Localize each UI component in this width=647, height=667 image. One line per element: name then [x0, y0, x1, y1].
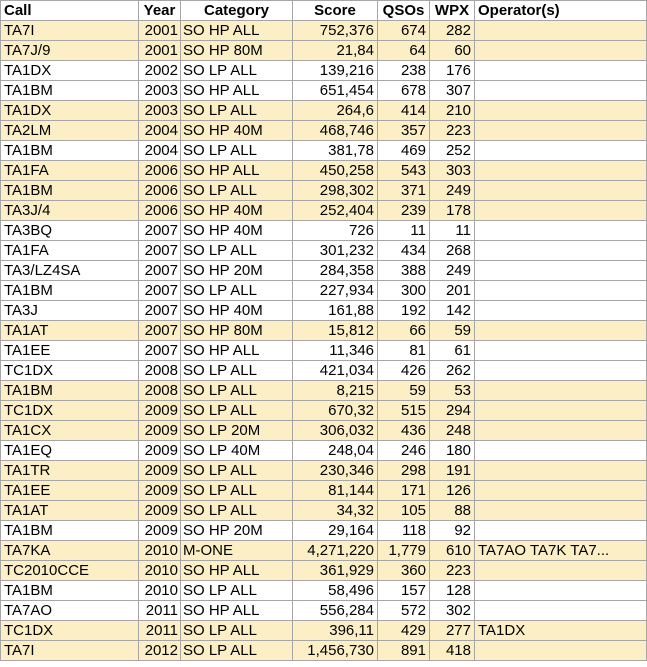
cell-qsos[interactable]: 81: [378, 341, 430, 361]
cell-operators[interactable]: [475, 441, 647, 461]
cell-year[interactable]: 2003: [139, 81, 181, 101]
cell-wpx[interactable]: 176: [430, 61, 475, 81]
cell-category[interactable]: SO HP 40M: [181, 201, 293, 221]
cell-category[interactable]: SO HP ALL: [181, 341, 293, 361]
cell-operators[interactable]: [475, 221, 647, 241]
cell-category[interactable]: SO LP ALL: [181, 581, 293, 601]
cell-category[interactable]: SO LP ALL: [181, 361, 293, 381]
cell-operators[interactable]: [475, 261, 647, 281]
cell-score[interactable]: 58,496: [293, 581, 378, 601]
cell-year[interactable]: 2004: [139, 141, 181, 161]
table-row[interactable]: [1, 201, 647, 221]
cell-score[interactable]: 34,32: [293, 501, 378, 521]
cell-year[interactable]: 2007: [139, 221, 181, 241]
cell-qsos[interactable]: 11: [378, 221, 430, 241]
cell-qsos[interactable]: 371: [378, 181, 430, 201]
cell-wpx[interactable]: 92: [430, 521, 475, 541]
cell-wpx[interactable]: 277: [430, 621, 475, 641]
table-row[interactable]: [1, 621, 647, 641]
cell-category[interactable]: SO HP 20M: [181, 521, 293, 541]
cell-qsos[interactable]: 360: [378, 561, 430, 581]
cell-call[interactable]: TA7KA: [1, 541, 139, 561]
cell-call[interactable]: TC1DX: [1, 361, 139, 381]
cell-score[interactable]: 301,232: [293, 241, 378, 261]
cell-category[interactable]: SO LP ALL: [181, 61, 293, 81]
cell-qsos[interactable]: 300: [378, 281, 430, 301]
cell-operators[interactable]: [475, 241, 647, 261]
cell-score[interactable]: 81,144: [293, 481, 378, 501]
cell-call[interactable]: TA1DX: [1, 101, 139, 121]
cell-call[interactable]: TA1BM: [1, 521, 139, 541]
table-row[interactable]: [1, 161, 647, 181]
cell-call[interactable]: TA3BQ: [1, 221, 139, 241]
cell-operators[interactable]: [475, 381, 647, 401]
cell-score[interactable]: 11,346: [293, 341, 378, 361]
cell-wpx[interactable]: 59: [430, 321, 475, 341]
cell-operators[interactable]: [475, 421, 647, 441]
cell-year[interactable]: 2008: [139, 361, 181, 381]
cell-call[interactable]: TA1AT: [1, 321, 139, 341]
cell-year[interactable]: 2002: [139, 61, 181, 81]
table-row[interactable]: [1, 481, 647, 501]
cell-wpx[interactable]: 302: [430, 601, 475, 621]
cell-category[interactable]: SO LP ALL: [181, 401, 293, 421]
cell-wpx[interactable]: 178: [430, 201, 475, 221]
cell-wpx[interactable]: 142: [430, 301, 475, 321]
cell-score[interactable]: 421,034: [293, 361, 378, 381]
column-header-qsos[interactable]: QSOs: [378, 1, 430, 21]
cell-score[interactable]: 248,04: [293, 441, 378, 461]
cell-call[interactable]: TA1FA: [1, 161, 139, 181]
cell-call[interactable]: TA7AO: [1, 601, 139, 621]
cell-qsos[interactable]: 414: [378, 101, 430, 121]
cell-wpx[interactable]: 128: [430, 581, 475, 601]
cell-qsos[interactable]: 388: [378, 261, 430, 281]
cell-operators[interactable]: [475, 481, 647, 501]
cell-year[interactable]: 2009: [139, 401, 181, 421]
cell-qsos[interactable]: 64: [378, 41, 430, 61]
cell-wpx[interactable]: 249: [430, 261, 475, 281]
cell-qsos[interactable]: 66: [378, 321, 430, 341]
cell-qsos[interactable]: 192: [378, 301, 430, 321]
cell-year[interactable]: 2008: [139, 381, 181, 401]
cell-score[interactable]: 381,78: [293, 141, 378, 161]
cell-wpx[interactable]: 53: [430, 381, 475, 401]
cell-qsos[interactable]: 674: [378, 21, 430, 41]
table-row[interactable]: [1, 181, 647, 201]
cell-score[interactable]: 670,32: [293, 401, 378, 421]
cell-operators[interactable]: [475, 61, 647, 81]
cell-operators[interactable]: [475, 521, 647, 541]
cell-score[interactable]: 726: [293, 221, 378, 241]
column-header-operators[interactable]: Operator(s): [475, 1, 647, 21]
column-header-score[interactable]: Score: [293, 1, 378, 21]
cell-wpx[interactable]: 60: [430, 41, 475, 61]
table-row[interactable]: [1, 281, 647, 301]
header-row: [1, 1, 647, 21]
cell-call[interactable]: TA1EE: [1, 341, 139, 361]
cell-category[interactable]: SO LP ALL: [181, 181, 293, 201]
table-row[interactable]: [1, 601, 647, 621]
cell-wpx[interactable]: 248: [430, 421, 475, 441]
cell-wpx[interactable]: 282: [430, 21, 475, 41]
cell-wpx[interactable]: 252: [430, 141, 475, 161]
cell-call[interactable]: TC1DX: [1, 621, 139, 641]
cell-wpx[interactable]: 610: [430, 541, 475, 561]
cell-year[interactable]: 2010: [139, 561, 181, 581]
cell-year[interactable]: 2007: [139, 281, 181, 301]
cell-qsos[interactable]: 298: [378, 461, 430, 481]
table-row[interactable]: [1, 141, 647, 161]
cell-category[interactable]: SO HP ALL: [181, 81, 293, 101]
cell-wpx[interactable]: 88: [430, 501, 475, 521]
cell-category[interactable]: SO HP ALL: [181, 161, 293, 181]
cell-category[interactable]: SO LP ALL: [181, 141, 293, 161]
table-row[interactable]: [1, 401, 647, 421]
cell-qsos[interactable]: 157: [378, 581, 430, 601]
cell-score[interactable]: 468,746: [293, 121, 378, 141]
table-row[interactable]: [1, 21, 647, 41]
cell-wpx[interactable]: 303: [430, 161, 475, 181]
cell-call[interactable]: TA1BM: [1, 181, 139, 201]
cell-category[interactable]: SO HP 40M: [181, 221, 293, 241]
cell-year[interactable]: 2009: [139, 421, 181, 441]
cell-operators[interactable]: [475, 141, 647, 161]
cell-call[interactable]: TA1DX: [1, 61, 139, 81]
cell-call[interactable]: TA1CX: [1, 421, 139, 441]
cell-wpx[interactable]: 191: [430, 461, 475, 481]
cell-score[interactable]: 298,302: [293, 181, 378, 201]
cell-score[interactable]: 227,934: [293, 281, 378, 301]
cell-year[interactable]: 2011: [139, 621, 181, 641]
cell-wpx[interactable]: 201: [430, 281, 475, 301]
cell-qsos[interactable]: 515: [378, 401, 430, 421]
cell-call[interactable]: TA1BM: [1, 581, 139, 601]
cell-qsos[interactable]: 239: [378, 201, 430, 221]
cell-category[interactable]: SO HP 40M: [181, 121, 293, 141]
table-row[interactable]: [1, 121, 647, 141]
cell-category[interactable]: SO LP ALL: [181, 621, 293, 641]
cell-year[interactable]: 2010: [139, 581, 181, 601]
cell-qsos[interactable]: 59: [378, 381, 430, 401]
cell-operators[interactable]: [475, 21, 647, 41]
cell-call[interactable]: TA7J/9: [1, 41, 139, 61]
cell-score[interactable]: 556,284: [293, 601, 378, 621]
cell-qsos[interactable]: 469: [378, 141, 430, 161]
table-row[interactable]: [1, 341, 647, 361]
cell-call[interactable]: TA1BM: [1, 81, 139, 101]
table-row[interactable]: [1, 561, 647, 581]
cell-wpx[interactable]: 223: [430, 121, 475, 141]
cell-operators[interactable]: [475, 601, 647, 621]
cell-wpx[interactable]: 418: [430, 641, 475, 661]
cell-score[interactable]: 752,376: [293, 21, 378, 41]
cell-year[interactable]: 2007: [139, 341, 181, 361]
cell-category[interactable]: SO LP ALL: [181, 281, 293, 301]
cell-operators[interactable]: [475, 501, 647, 521]
cell-operators[interactable]: TA1DX: [475, 621, 647, 641]
cell-operators[interactable]: [475, 201, 647, 221]
cell-wpx[interactable]: 210: [430, 101, 475, 121]
cell-category[interactable]: SO LP ALL: [181, 241, 293, 261]
table-row[interactable]: [1, 221, 647, 241]
cell-year[interactable]: 2007: [139, 241, 181, 261]
cell-score[interactable]: 1,456,730: [293, 641, 378, 661]
cell-operators[interactable]: [475, 321, 647, 341]
cell-operators[interactable]: [475, 641, 647, 661]
cell-operators[interactable]: [475, 181, 647, 201]
cell-qsos[interactable]: 436: [378, 421, 430, 441]
cell-year[interactable]: 2007: [139, 301, 181, 321]
cell-category[interactable]: SO LP 20M: [181, 421, 293, 441]
cell-operators[interactable]: [475, 341, 647, 361]
table-row[interactable]: [1, 441, 647, 461]
column-header-call[interactable]: Call: [1, 1, 139, 21]
cell-qsos[interactable]: 171: [378, 481, 430, 501]
cell-call[interactable]: TA1FA: [1, 241, 139, 261]
cell-year[interactable]: 2009: [139, 521, 181, 541]
table-row[interactable]: [1, 361, 647, 381]
cell-category[interactable]: SO HP ALL: [181, 21, 293, 41]
cell-score[interactable]: 450,258: [293, 161, 378, 181]
cell-score[interactable]: 29,164: [293, 521, 378, 541]
cell-category[interactable]: SO LP ALL: [181, 461, 293, 481]
cell-operators[interactable]: [475, 401, 647, 421]
cell-year[interactable]: 2006: [139, 201, 181, 221]
table-row[interactable]: [1, 301, 647, 321]
table-row[interactable]: [1, 521, 647, 541]
cell-operators[interactable]: [475, 161, 647, 181]
column-header-year[interactable]: Year: [139, 1, 181, 21]
cell-operators[interactable]: [475, 101, 647, 121]
cell-year[interactable]: 2009: [139, 481, 181, 501]
cell-call[interactable]: TA1EE: [1, 481, 139, 501]
cell-category[interactable]: SO LP 40M: [181, 441, 293, 461]
cell-wpx[interactable]: 262: [430, 361, 475, 381]
cell-year[interactable]: 2007: [139, 261, 181, 281]
cell-score[interactable]: 396,11: [293, 621, 378, 641]
cell-category[interactable]: SO LP ALL: [181, 481, 293, 501]
cell-category[interactable]: SO LP ALL: [181, 101, 293, 121]
cell-category[interactable]: SO LP ALL: [181, 641, 293, 661]
cell-qsos[interactable]: 238: [378, 61, 430, 81]
cell-qsos[interactable]: 891: [378, 641, 430, 661]
cell-year[interactable]: 2009: [139, 441, 181, 461]
cell-operators[interactable]: [475, 281, 647, 301]
cell-operators[interactable]: [475, 361, 647, 381]
cell-wpx[interactable]: 307: [430, 81, 475, 101]
cell-call[interactable]: TA2LM: [1, 121, 139, 141]
table-row[interactable]: [1, 81, 647, 101]
cell-category[interactable]: SO LP ALL: [181, 501, 293, 521]
cell-wpx[interactable]: 11: [430, 221, 475, 241]
cell-call[interactable]: TA3J/4: [1, 201, 139, 221]
cell-year[interactable]: 2003: [139, 101, 181, 121]
cell-category[interactable]: SO HP 80M: [181, 41, 293, 61]
cell-qsos[interactable]: 1,779: [378, 541, 430, 561]
cell-category[interactable]: M-ONE: [181, 541, 293, 561]
cell-score[interactable]: 252,404: [293, 201, 378, 221]
cell-score[interactable]: 161,88: [293, 301, 378, 321]
cell-score[interactable]: 8,215: [293, 381, 378, 401]
table-row[interactable]: [1, 581, 647, 601]
column-header-wpx[interactable]: WPX: [430, 1, 475, 21]
cell-score[interactable]: 361,929: [293, 561, 378, 581]
cell-call[interactable]: TC2010CCE: [1, 561, 139, 581]
table-row[interactable]: [1, 501, 647, 521]
cell-qsos[interactable]: 357: [378, 121, 430, 141]
table-row[interactable]: [1, 381, 647, 401]
table-row[interactable]: [1, 41, 647, 61]
cell-year[interactable]: 2004: [139, 121, 181, 141]
cell-call[interactable]: TA7I: [1, 641, 139, 661]
cell-wpx[interactable]: 268: [430, 241, 475, 261]
cell-call[interactable]: TA1EQ: [1, 441, 139, 461]
cell-qsos[interactable]: 426: [378, 361, 430, 381]
cell-call[interactable]: TA7I: [1, 21, 139, 41]
cell-operators[interactable]: [475, 121, 647, 141]
cell-call[interactable]: TC1DX: [1, 401, 139, 421]
cell-category[interactable]: SO HP 40M: [181, 301, 293, 321]
cell-year[interactable]: 2001: [139, 41, 181, 61]
table-row[interactable]: [1, 261, 647, 281]
cell-wpx[interactable]: 126: [430, 481, 475, 501]
cell-wpx[interactable]: 249: [430, 181, 475, 201]
cell-operators[interactable]: [475, 81, 647, 101]
cell-qsos[interactable]: 678: [378, 81, 430, 101]
cell-year[interactable]: 2006: [139, 161, 181, 181]
cell-year[interactable]: 2010: [139, 541, 181, 561]
cell-operators[interactable]: [475, 561, 647, 581]
cell-qsos[interactable]: 572: [378, 601, 430, 621]
cell-call[interactable]: TA1AT: [1, 501, 139, 521]
cell-category[interactable]: SO HP 80M: [181, 321, 293, 341]
cell-operators[interactable]: [475, 41, 647, 61]
cell-score[interactable]: 651,454: [293, 81, 378, 101]
cell-year[interactable]: 2009: [139, 461, 181, 481]
cell-category[interactable]: SO HP ALL: [181, 601, 293, 621]
cell-score[interactable]: 306,032: [293, 421, 378, 441]
column-header-category[interactable]: Category: [181, 1, 293, 21]
table-row[interactable]: [1, 241, 647, 261]
cell-score[interactable]: 139,216: [293, 61, 378, 81]
table-row[interactable]: [1, 101, 647, 121]
table-row[interactable]: [1, 61, 647, 81]
table-row[interactable]: [1, 641, 647, 661]
cell-wpx[interactable]: 180: [430, 441, 475, 461]
cell-qsos[interactable]: 434: [378, 241, 430, 261]
cell-qsos[interactable]: 105: [378, 501, 430, 521]
table-body: [1, 21, 647, 661]
cell-operators[interactable]: [475, 461, 647, 481]
cell-category[interactable]: SO HP 20M: [181, 261, 293, 281]
cell-score[interactable]: 15,812: [293, 321, 378, 341]
cell-qsos[interactable]: 429: [378, 621, 430, 641]
cell-qsos[interactable]: 246: [378, 441, 430, 461]
cell-year[interactable]: 2001: [139, 21, 181, 41]
cell-year[interactable]: 2012: [139, 641, 181, 661]
cell-category[interactable]: SO HP ALL: [181, 561, 293, 581]
cell-call[interactable]: TA1BM: [1, 381, 139, 401]
table-row[interactable]: [1, 321, 647, 341]
table-row[interactable]: [1, 541, 647, 561]
cell-score[interactable]: 264,6: [293, 101, 378, 121]
cell-wpx[interactable]: 61: [430, 341, 475, 361]
cell-score[interactable]: 21,84: [293, 41, 378, 61]
cell-qsos[interactable]: 118: [378, 521, 430, 541]
cell-wpx[interactable]: 294: [430, 401, 475, 421]
cell-operators[interactable]: TA7AO TA7K TA7...: [475, 541, 647, 561]
table-row[interactable]: [1, 421, 647, 441]
cell-operators[interactable]: [475, 581, 647, 601]
cell-wpx[interactable]: 223: [430, 561, 475, 581]
cell-call[interactable]: TA1BM: [1, 281, 139, 301]
cell-operators[interactable]: [475, 301, 647, 321]
cell-call[interactable]: TA1BM: [1, 141, 139, 161]
cell-score[interactable]: 4,271,220: [293, 541, 378, 561]
table-row[interactable]: [1, 461, 647, 481]
cell-call[interactable]: TA1TR: [1, 461, 139, 481]
cell-year[interactable]: 2006: [139, 181, 181, 201]
cell-score[interactable]: 284,358: [293, 261, 378, 281]
cell-year[interactable]: 2009: [139, 501, 181, 521]
cell-category[interactable]: SO LP ALL: [181, 381, 293, 401]
cell-call[interactable]: TA3J: [1, 301, 139, 321]
cell-qsos[interactable]: 543: [378, 161, 430, 181]
cell-year[interactable]: 2007: [139, 321, 181, 341]
cell-call[interactable]: TA3/LZ4SA: [1, 261, 139, 281]
cell-score[interactable]: 230,346: [293, 461, 378, 481]
cell-year[interactable]: 2011: [139, 601, 181, 621]
